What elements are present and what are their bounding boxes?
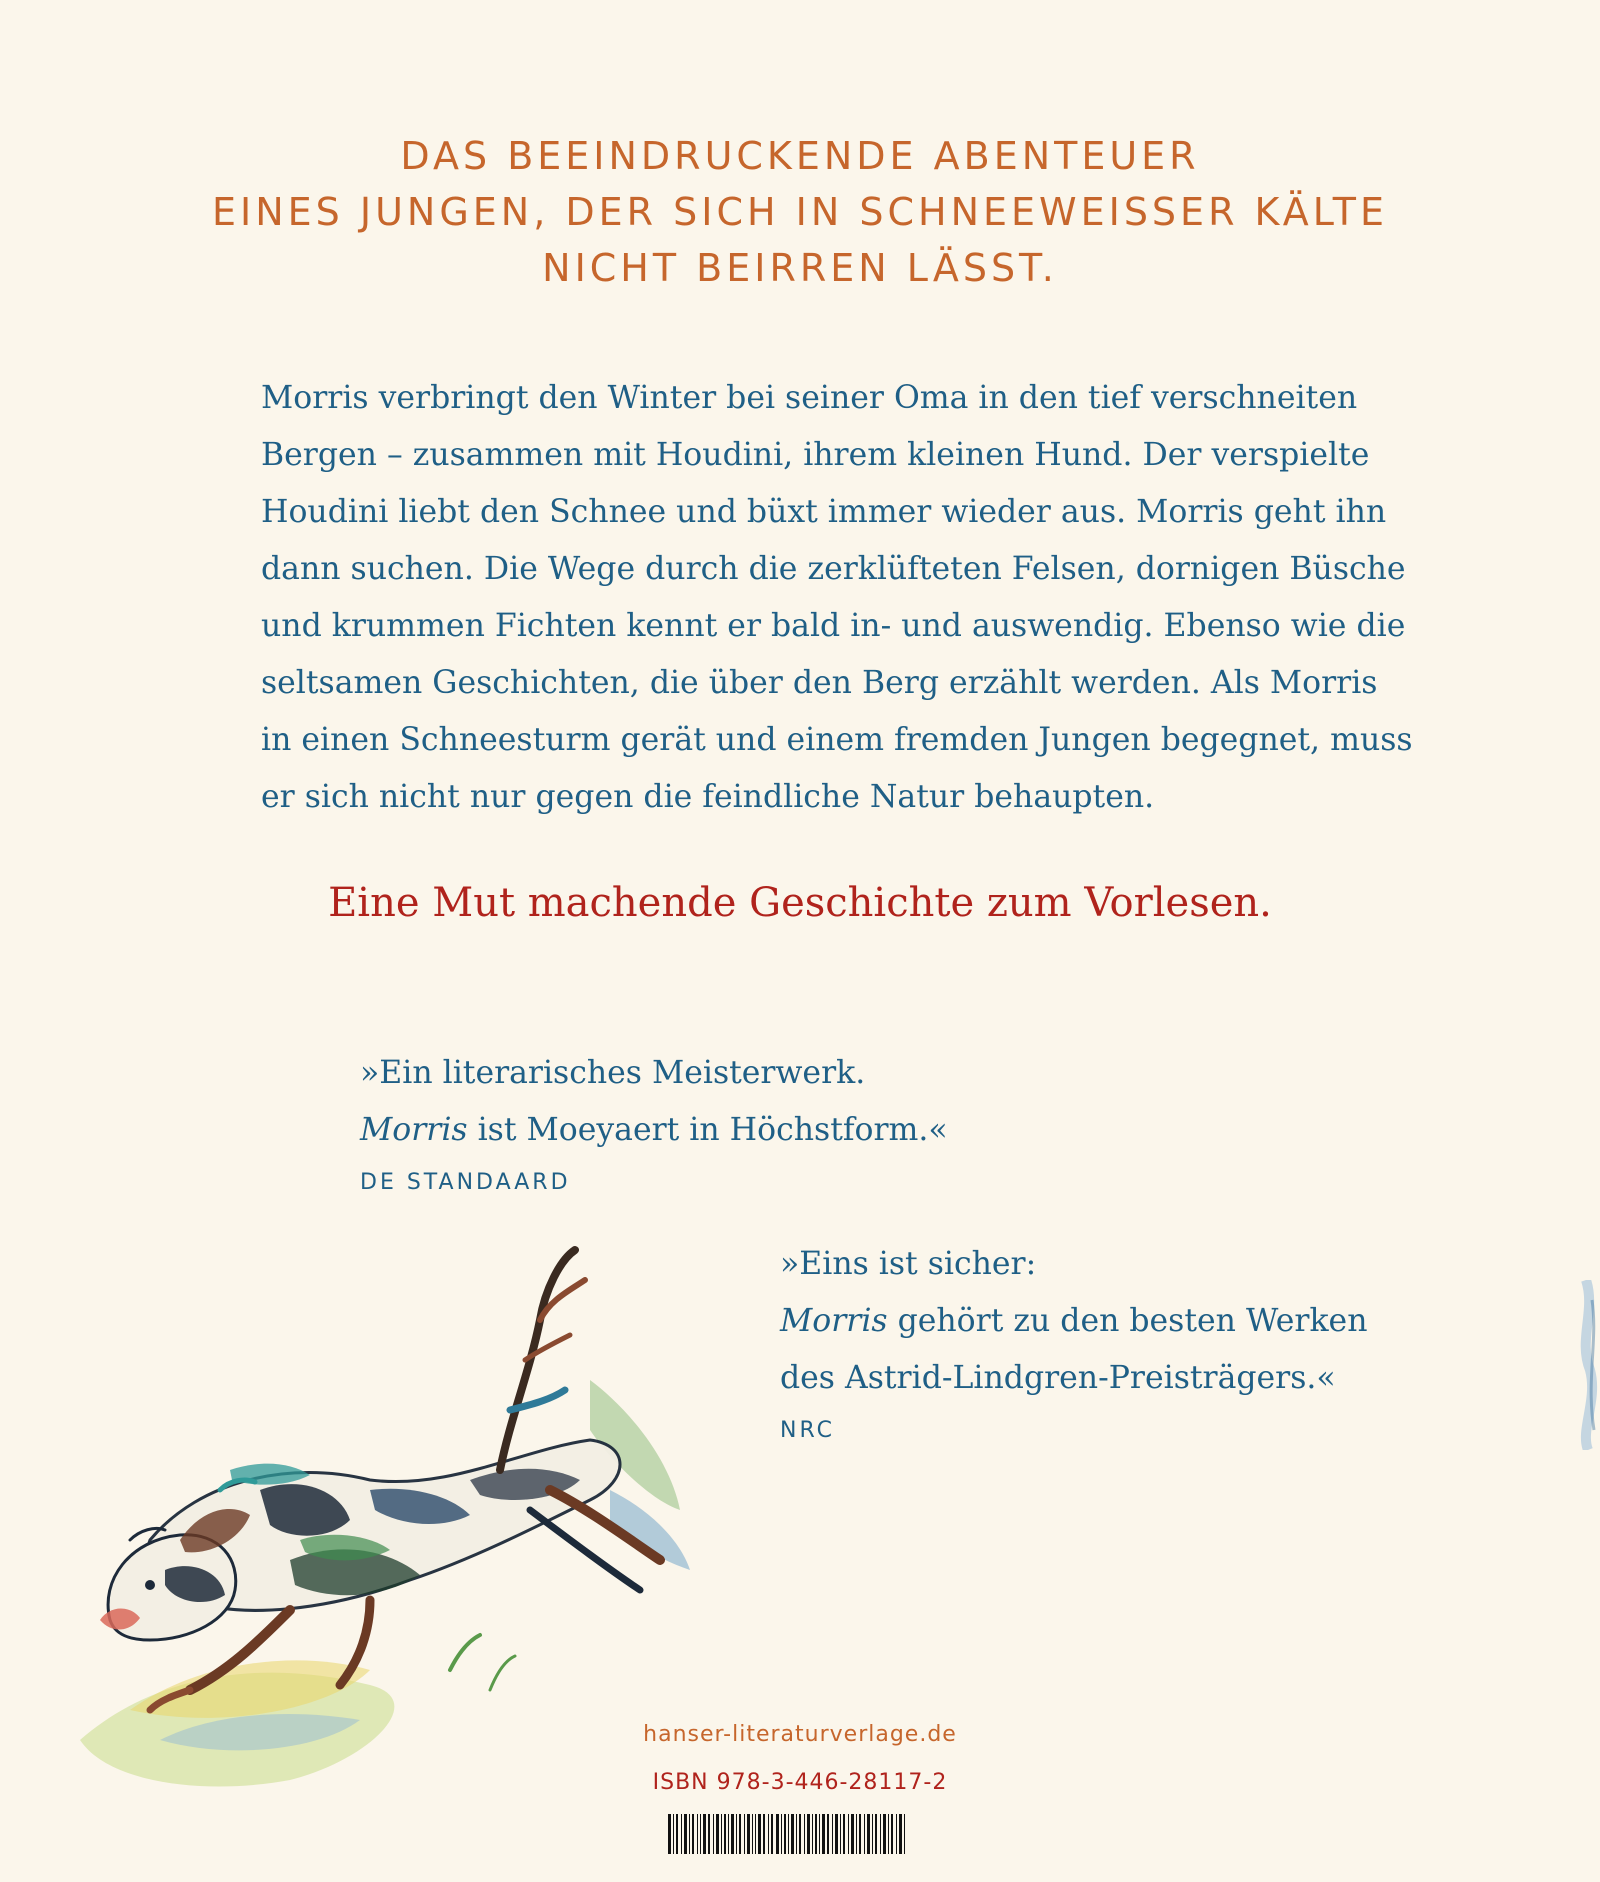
isbn-number: ISBN 978-3-446-28117-2 [652, 1770, 948, 1795]
headline-line: EINES JUNGEN, DER SICH IN SCHNEEWEISSER KÄLTE [212, 190, 1388, 234]
review-quote-standaard [360, 1045, 948, 1199]
quote-line: »Ein literarisches Meisterwerk. [360, 1055, 866, 1091]
blurb-line: seltsamen Geschichten, die über den Berg erzählt werden. Als Morris [261, 665, 1378, 701]
quote-source: NRC [780, 1418, 836, 1443]
blurb-line: Morris verbringt den Winter bei seiner Oma in den tief verschneiten [261, 380, 1358, 416]
blurb-line: er sich nicht nur gegen die feindliche Natur behaupten. [261, 779, 1155, 815]
blurb-line: Houdini liebt den Schnee und büxt immer wieder aus. Morris geht ihn [261, 494, 1387, 530]
quote-line [360, 1102, 948, 1159]
blurb-line: Bergen – zusammen mit Houdini, ihrem kleinen Hund. Der verspielte [261, 437, 1370, 473]
blurb-paragraph [261, 370, 1413, 826]
quote-source: DE STANDAARD [360, 1170, 571, 1195]
blurb-line: dann suchen. Die Wege durch die zerklüfteten Felsen, dornigen Büsche [261, 551, 1406, 587]
headline-line: DAS BEEINDRUCKENDE ABENTEUER [400, 134, 1200, 178]
quote-line [780, 1293, 1367, 1350]
quote-text: gehört zu den besten Werken [887, 1303, 1368, 1339]
barcode-icon [668, 1814, 908, 1854]
dog-illustration [70, 1240, 730, 1800]
blurb-line: in einen Schneesturm gerät und einem fremden Jungen begegnet, muss [261, 722, 1413, 758]
book-title-italic: Morris [360, 1112, 468, 1148]
publisher-website: hanser-literaturverlage.de [643, 1722, 957, 1747]
blurb-line: und krummen Fichten kennt er bald in- und auswendig. Ebenso wie die [261, 608, 1406, 644]
quote-line: des Astrid-Lindgren-Preisträgers.« [780, 1360, 1336, 1396]
edge-brush-mark [1572, 1280, 1600, 1450]
quote-line: »Eins ist sicher: [780, 1246, 1037, 1282]
quote-text: ist Moeyaert in Höchstform.« [467, 1112, 948, 1148]
review-quote-nrc [780, 1236, 1367, 1447]
book-title-italic: Morris [780, 1303, 888, 1339]
headline [0, 128, 1600, 296]
headline-line: NICHT BEIRREN LÄSST. [542, 246, 1058, 290]
tagline: Eine Mut machende Geschichte zum Vorlesen. [328, 880, 1272, 926]
